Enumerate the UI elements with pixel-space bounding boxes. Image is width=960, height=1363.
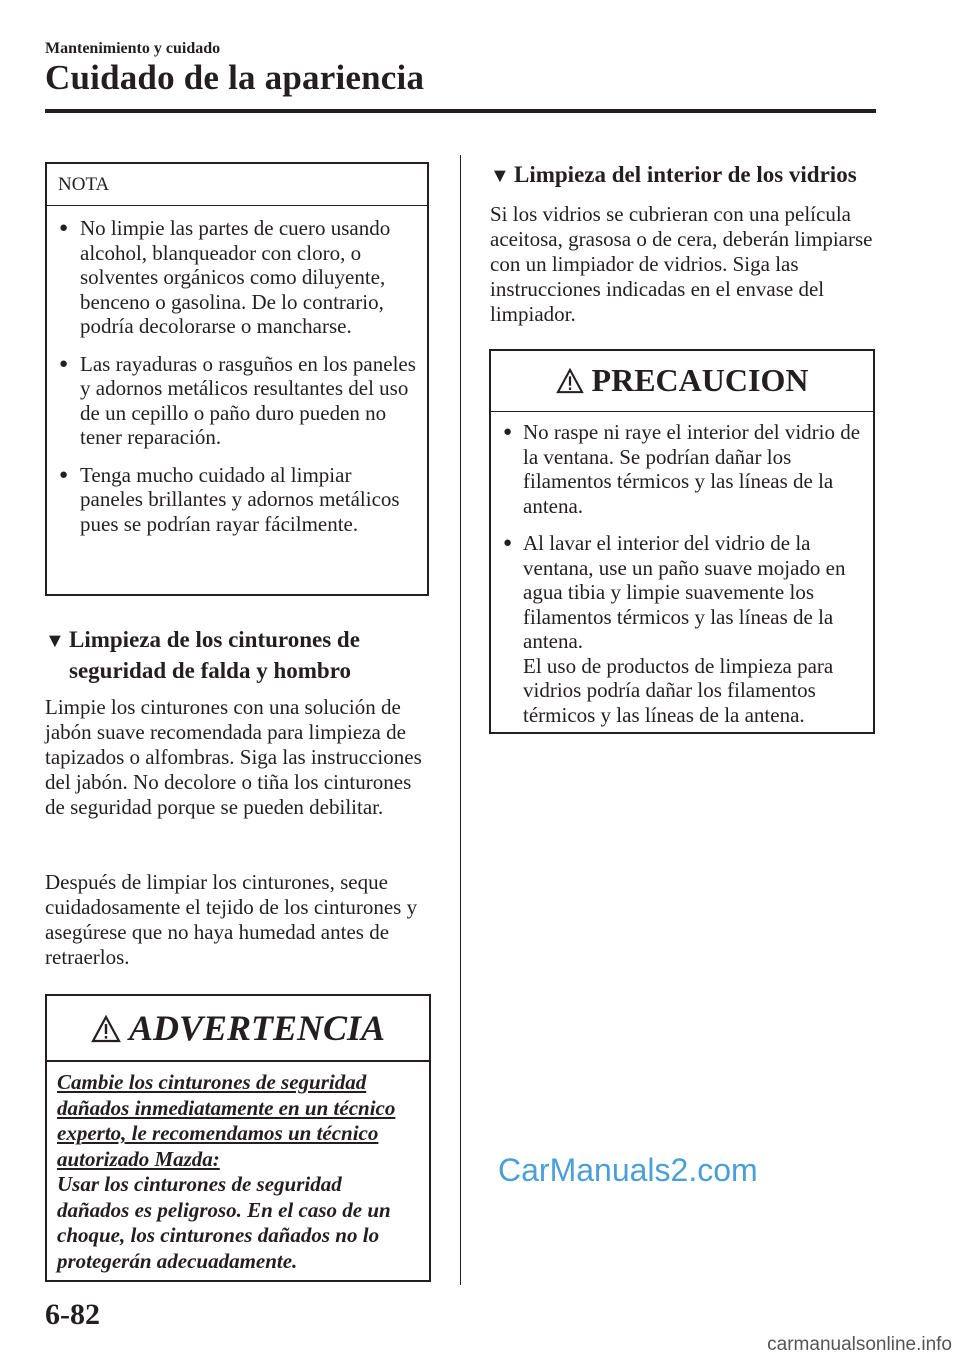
warning-text: Usar los cinturones de seguridad dañados es peligroso. En el caso de un choque, los cinturones dañados no lo protegerán adecuadamente. xyxy=(57,1172,391,1273)
page-number: 6-82 xyxy=(45,1298,100,1331)
bullet-icon: ● xyxy=(59,466,69,483)
warning-triangle-icon xyxy=(556,368,584,394)
seatbelt-paragraph-1: Limpie los cinturones con una solución de jabón suave recomendada para limpieza de tapizados o alfombras. Siga las instrucciones del jabón. No decolore o tiña los cinturones de seguridad porque se pueden debilitar. xyxy=(45,695,422,819)
note-heading: NOTA xyxy=(47,164,427,206)
warning-heading: ADVERTENCIA xyxy=(47,996,429,1062)
note-item: ● No limpie las partes de cuero usando alcohol, blanqueador con cloro, o solventes orgánicos como diluyente, benceno o gasolina. De lo contrario, podría decolorarse o mancharse. xyxy=(59,216,391,338)
seatbelt-heading: ▼ Limpieza de los cinturones de seguridad de falda y hombro xyxy=(45,627,360,683)
note-item: ● Las rayaduras o rasguños en los paneles y adornos metálicos resultantes del uso de un cepillo o paño duro pueden no tener reparación. xyxy=(59,351,416,449)
column-divider xyxy=(460,155,461,1285)
note-item: ● Tenga mucho cuidado al limpiar paneles brillantes y adornos metálicos pues se podrían rayar fácilmente. xyxy=(59,462,400,536)
warning-body xyxy=(47,1062,429,1274)
header-rule xyxy=(45,109,876,113)
windows-paragraph: Si los vidrios se cubrieran con una película aceitosa, grasosa o de cera, deberán limpiarse con un limpiador de vidrios. Siga las instrucciones indicadas en el envase del limpiador. xyxy=(490,202,873,326)
warning-underlined-text: Cambie los cinturones de seguridad dañados inmediatamente en un técnico experto, le recomendamos un técnico autorizado Mazda: xyxy=(57,1070,396,1171)
bullet-icon: ● xyxy=(503,424,513,440)
triangle-down-icon: ▼ xyxy=(45,630,65,652)
section-label: Mantenimiento y cuidado xyxy=(45,40,221,57)
caution-box xyxy=(489,349,875,734)
page-title: Cuidado de la apariencia xyxy=(45,58,425,97)
caution-heading: PRECAUCION xyxy=(491,351,873,412)
windows-heading: ▼ Limpieza del interior de los vidrios xyxy=(490,160,857,191)
caution-list xyxy=(491,412,873,727)
warning-triangle-icon xyxy=(91,1015,121,1043)
seatbelt-paragraph-2: Después de limpiar los cinturones, seque cuidadosamente el tejido de los cinturones y asegúrese que no haya humedad antes de retraerlos. xyxy=(45,870,418,969)
footer-site: carmanualsonline.info xyxy=(767,1334,952,1355)
note-list xyxy=(47,206,427,536)
caution-item: ● No raspe ni raye el interior del vidrio de la ventana. Se podrían dañar los filamentos térmicos y las líneas de la antena. xyxy=(503,420,861,518)
bullet-icon: ● xyxy=(59,355,69,372)
caution-item: ● Al lavar el interior del vidrio de la ventana, use un paño suave mojado en agua tibia y limpie suavemente los filamentos térmicos y las líneas de la antena. El uso de productos de limpieza para vidrios podría dañar los filamentos térmicos y las líneas de la antena. xyxy=(503,531,846,727)
warning-box xyxy=(45,994,431,1282)
bullet-icon: ● xyxy=(59,220,69,236)
watermark: CarManuals2.com xyxy=(498,1152,758,1188)
note-box xyxy=(45,162,429,596)
triangle-down-icon: ▼ xyxy=(490,165,510,187)
bullet-icon: ● xyxy=(503,535,513,551)
